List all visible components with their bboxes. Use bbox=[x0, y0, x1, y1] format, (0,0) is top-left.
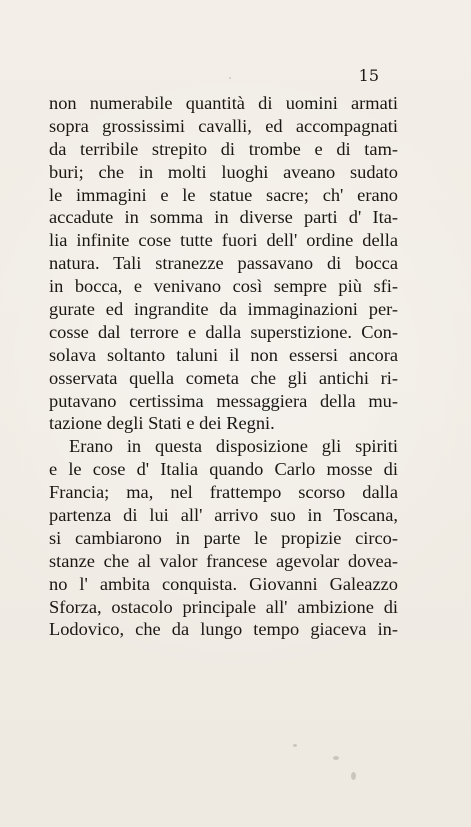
text-line: accadute in somma in diverse parti d' Ita- bbox=[49, 207, 398, 228]
ink-speck bbox=[351, 772, 356, 780]
text-line: Francia; ma, nel frattempo scorso dalla bbox=[49, 482, 398, 503]
text-line: no l' ambita conquista. Giovanni Galeazzo bbox=[49, 573, 398, 594]
text-line: stanze che al valor francese agevolar doveа- bbox=[49, 550, 398, 571]
page-number: 15 bbox=[358, 66, 379, 85]
text-line: si cambiarono in parte le propizie circo- bbox=[49, 527, 398, 548]
ink-speck bbox=[293, 744, 297, 747]
text-line: natura. Tali stranezze passavano di bocca bbox=[49, 253, 398, 274]
text-line: tazione degli Stati e dei Regni. bbox=[49, 413, 275, 434]
text-line: partenza di lui all' arrivo suo in Toscana, bbox=[49, 505, 398, 526]
ink-speck bbox=[333, 756, 339, 760]
text-line: gurate ed ingrandite da immaginazioni per- bbox=[49, 299, 398, 320]
text-line: Lodovico, che da lungo tempo giaceva in- bbox=[49, 619, 398, 640]
text-line: e le cose d' Italia quando Carlo mosse di bbox=[49, 459, 398, 480]
text-line: Erano in questa disposizione gli spiriti bbox=[69, 436, 398, 457]
text-line: osservata quella cometa che gli antichi ri- bbox=[49, 367, 398, 388]
text-line: sopra grossissimi cavalli, ed accompagnati bbox=[49, 115, 398, 136]
text-line: Sforza, ostacolo principale all' ambizione di bbox=[49, 596, 398, 617]
text-line: in bocca, e venivano così sempre più sfi- bbox=[49, 276, 398, 297]
body-text bbox=[49, 92, 398, 641]
text-line: cosse dal terrore e dalla superstizione. Con- bbox=[49, 321, 398, 342]
text-line: lia infinite cose tutte fuori dell' ordine della bbox=[49, 230, 398, 251]
text-line: buri; che in molti luoghi aveano sudato bbox=[49, 161, 398, 182]
text-line: le immagini e le statue sacre; ch' erano bbox=[49, 184, 398, 205]
text-line: putavano certissima messaggiera della mu- bbox=[49, 390, 398, 411]
text-line: da terribile strepito di trombe e di tam- bbox=[49, 138, 398, 159]
ink-speck bbox=[229, 77, 231, 79]
text-line: non numerabile quantità di uomini armati bbox=[49, 93, 398, 113]
text-line: solava soltanto taluni il non essersi ancora bbox=[49, 344, 398, 365]
